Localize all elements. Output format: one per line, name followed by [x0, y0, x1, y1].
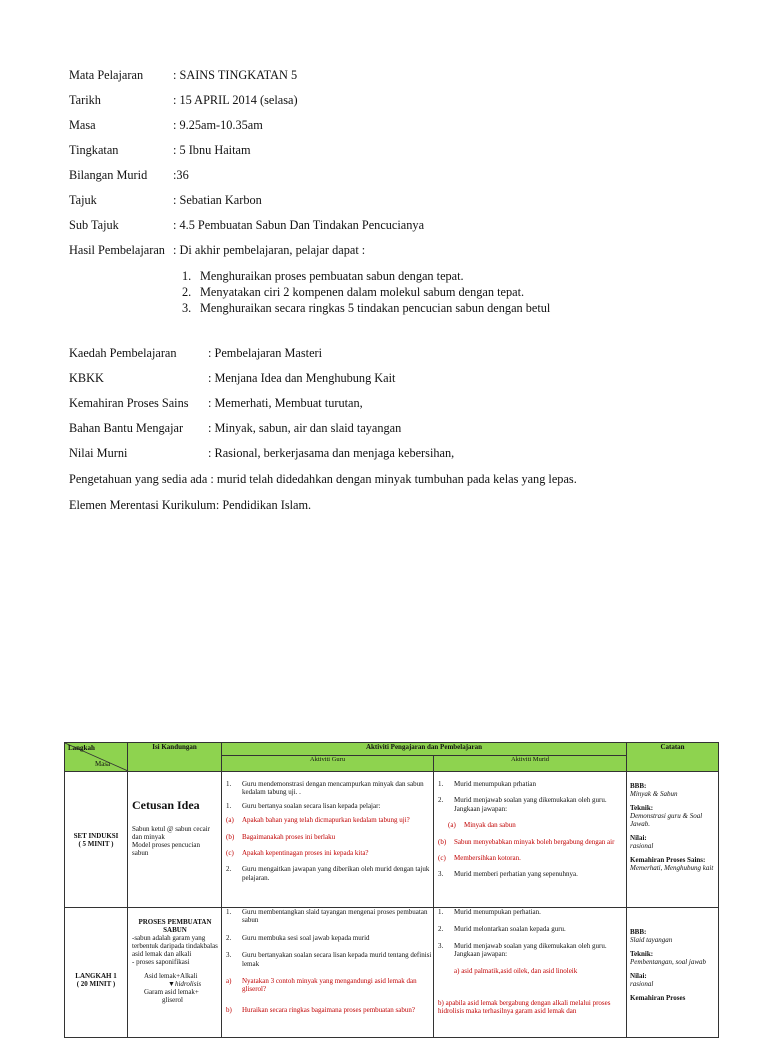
isi-cell — [128, 908, 222, 1038]
catatan-cell — [627, 772, 719, 908]
murid-step: Murid melontarkan soalan kepada guru. — [454, 925, 566, 934]
header-langkah: Langkah — [68, 744, 95, 752]
guru-cell: 1. Guru membentangkan slaid tayangan mengenai proses pembuatan sabun 2. Guru membuka sesi soal jawab kepada murid 3. Guru bertanyakan soalan secara lisan kepada murid tentang definisi lemak a) Nyatakan 3 contoh minyak yang mengandungi asid lemak dan gliserol? b) Huraikan secara ringkas bagaimana proses pembuatan sabun? — [222, 908, 434, 1038]
murid-answer: Sabun menyebabkan minyak boleh bergabung dengan air — [454, 837, 615, 846]
isi-title: PROSES PEMBUATAN SABUN — [138, 918, 212, 935]
arrow-down-icon: ▼ — [168, 980, 175, 989]
catatan-value: Slaid tayangan — [630, 936, 673, 945]
murid-answer: Minyak dan sabun — [464, 821, 516, 830]
lesson-info — [69, 68, 719, 268]
guru-question: Apakah kepentinagan proses ini kepada kita? — [242, 848, 369, 857]
header-aktiviti: Aktiviti Pengajaran dan Pembelajaran — [222, 743, 627, 756]
masa-label: ( 20 MINIT ) — [76, 980, 116, 988]
header-masa: Masa — [95, 760, 111, 768]
murid-step: Murid memberi perhatian yang sepenuhnya. — [454, 870, 578, 879]
murid-step: Murid menjawab soalan yang dikemukakan oleh guru. Jangkaan jawapan: — [454, 941, 607, 959]
langkah-label: SET INDUKSI — [73, 831, 119, 840]
guru-step: Guru bertanyakan soalan secara lisan kepada murid tentang definisi lemak — [242, 951, 432, 968]
objective-number: 3. — [182, 301, 192, 315]
langkah-cell — [65, 772, 128, 908]
murid-cell: 1. Murid menumpukan prhatian 2. Murid menjawab soalan yang dikemukakan oleh guru. Jangkaan jawapan: (a) Minyak dan sabun (b) Sabun menyebabkan minyak boleh bergabung dengan air (c) Membersihkan kotoran. 3. Murid memberi perhatian yang sepenuhnya. — [434, 772, 627, 908]
info-label: Masa — [69, 118, 96, 132]
info-value: : Memerhati, Membuat turutan, — [208, 396, 363, 410]
catatan-value: Minyak & Sabun — [630, 790, 678, 799]
info-value: :36 — [173, 168, 189, 182]
catatan-value: rasional — [630, 980, 654, 989]
prior-knowledge: Pengetahuan yang sedia ada : murid telah didedahkan dengan minyak tumbuhan pada kelas yang lepas. — [69, 472, 577, 486]
objective-item — [182, 268, 550, 284]
info-value: : Pembelajaran Masteri — [208, 346, 323, 360]
guru-step: Guru membentangkan slaid tayangan mengenai proses pembuatan sabun — [242, 908, 428, 925]
info-value: : Sebatian Karbon — [173, 193, 262, 207]
catatan-label: Teknik: — [630, 804, 654, 813]
murid-step: Murid menumpukan prhatian — [454, 780, 537, 788]
catatan-value: Pembentangan, soal jawab — [630, 958, 707, 967]
isi-text: Model proses pencucian sabun — [132, 841, 201, 857]
info-label: KBKK — [69, 371, 104, 385]
header-murid: Aktiviti Murid — [434, 756, 627, 772]
catatan-label: BBB: — [630, 928, 647, 936]
masa-label: ( 5 MINIT ) — [78, 839, 114, 848]
murid-step: Murid menumpukan perhatian. — [454, 908, 541, 916]
lesson-plan-table — [64, 742, 719, 1038]
info-value: : 9.25am-10.35am — [173, 118, 263, 132]
info-label: Sub Tajuk — [69, 218, 119, 232]
objective-text: Menyatakan ciri 2 kompenen dalam molekul sabum dengan tepat. — [200, 285, 525, 299]
objectives-list — [182, 268, 550, 316]
guru-question: Apakah bahan yang telah dicmapurkan kedalam tabung uji? — [242, 816, 410, 825]
header-langkah-masa — [65, 743, 128, 772]
info-value: : SAINS TINGKATAN 5 — [173, 68, 298, 82]
isi-text: - proses saponifikasi — [132, 958, 190, 967]
guru-cell: 1. Guru mendemonstrasi dengan mencampurkan minyak dan sabun kedalam tabung uji. . 1. Guru bertanya soalan secara lisan kepada pelajar: (a) Apakah bahan yang telah dicmapurkan kedalam tabung uji? (b) Bagaimanakah proses ini berlaku (c) Apakah kepentinagan proses ini kepada kita? 2. Guru mengaitkan jawapan yang diberikan oleh murid dengan tajuk pelajaran. — [222, 772, 434, 908]
catatan-value: Demonstrasi guru & Soal Jawab. — [630, 812, 703, 829]
objective-text: Menghuraikan secara ringkas 5 tindakan pencucian sabun dengan betul — [200, 301, 551, 315]
catatan-value: rasional — [630, 842, 654, 851]
info-value: : 15 APRIL 2014 (selasa) — [173, 93, 298, 107]
table-row — [65, 908, 719, 1038]
guru-step: Guru bertanya soalan secara lisan kepada pelajar: — [242, 801, 381, 810]
guru-step: Guru membuka sesi soal jawab kepada murid — [242, 933, 370, 942]
objective-text: Menghuraikan proses pembuatan sabun dengan tepat. — [200, 269, 464, 283]
guru-step: Guru mengaitkan jawapan yang diberikan oleh murid dengan tajuk pelajaran. — [242, 865, 430, 882]
guru-question: Huraikan secara ringkas bagaimana proses pembuatan sabun? — [242, 1005, 415, 1014]
info-label: Bahan Bantu Mengajar — [69, 421, 184, 435]
equation-reactants: Asid lemak+Alkali — [144, 972, 198, 981]
murid-answer: Membersihkan kotoran. — [454, 853, 521, 862]
info-value: : Menjana Idea dan Menghubung Kait — [208, 371, 396, 385]
info-label: Tarikh — [69, 93, 101, 107]
objective-number: 2. — [182, 285, 192, 299]
equation-condition: hidrolisis — [174, 980, 202, 989]
guru-question: Bagaimanakah proses ini berlaku — [242, 832, 336, 841]
lesson-info-2 — [69, 346, 719, 471]
equation-arrow — [132, 980, 218, 988]
isi-cell — [128, 772, 222, 908]
objective-item — [182, 284, 550, 300]
info-value: : Minyak, sabun, air dan slaid tayangan — [208, 421, 402, 435]
objective-number: 1. — [182, 269, 192, 283]
guru-step: Guru mendemonstrasi dengan mencampurkan minyak dan sabun kedalam tabung uji. . — [242, 780, 424, 797]
info-label: Tingkatan — [69, 143, 119, 157]
info-label: Mata Pelajaran — [69, 68, 144, 82]
info-label: Kaedah Pembelajaran — [69, 346, 177, 360]
catatan-label: BBB: — [630, 782, 647, 790]
murid-step: Murid menjawab soalan yang dikemukakan oleh guru. Jangkaan jawapan: — [454, 796, 607, 813]
murid-answer: a) asid palmatik,asid oilek, dan asid linoleik — [454, 966, 578, 975]
info-label: Bilangan Murid — [69, 168, 148, 182]
objective-item — [182, 300, 550, 316]
table-row — [65, 772, 719, 908]
equation-products: Garam asid lemak+ — [144, 988, 199, 997]
guru-question: Nyatakan 3 contoh minyak yang mengandungi asid lemak dan gliserol? — [242, 976, 417, 994]
catatan-value: Memerhati, Menghubung kait — [630, 864, 714, 873]
catatan-label: Nilai: — [630, 834, 647, 843]
isi-title: Cetusan Idea — [132, 798, 200, 812]
catatan-label: Kemahiran Proses — [630, 994, 686, 1003]
info-value: : 5 Ibnu Haitam — [173, 143, 251, 157]
langkah-label: LANGKAH 1 — [75, 972, 117, 980]
catatan-label: Kemahiran Proses Sains: — [630, 856, 706, 865]
murid-cell: 1. Murid menumpukan perhatian. 2. Murid melontarkan soalan kepada guru. 3. Murid menjawab soalan yang dikemukakan oleh guru. Jangkaan jawapan: a) asid palmatik,asid oilek, dan asid linoleik b) apabila asid lemak bergabung dengan alkali melalui proses hidrolisis maka terhasilnya garam asid lemak dan — [434, 908, 627, 1038]
info-value: : Di akhir pembelajaran, pelajar dapat : — [173, 243, 366, 257]
info-label: Kemahiran Proses Sains — [69, 396, 189, 410]
header-catatan: Catatan — [627, 743, 719, 772]
murid-answer: b) apabila asid lemak bergabung dengan alkali melalui proses hidrolisis maka terhasilnya garam asid lemak dan — [438, 998, 611, 1015]
info-label: Hasil Pembelajaran — [69, 243, 165, 257]
isi-text: Sabun ketul @ sabun cecair dan minyak — [132, 825, 210, 841]
catatan-label: Nilai: — [630, 972, 647, 981]
isi-text: -sabun adalah garam yang terbentuk daripada tindakbalas asid lemak dan alkali — [132, 934, 218, 959]
info-value: : 4.5 Pembuatan Sabun Dan Tindakan Pencucianya — [173, 218, 425, 232]
info-value: : Rasional, berkerjasama dan menjaga kebersihan, — [208, 446, 455, 460]
catatan-label: Teknik: — [630, 950, 654, 959]
langkah-cell — [65, 908, 128, 1038]
catatan-cell — [627, 908, 719, 1038]
info-label: Nilai Murni — [69, 446, 128, 460]
header-isi: Isi Kandungan — [128, 743, 222, 772]
info-label: Tajuk — [69, 193, 97, 207]
header-guru: Aktiviti Guru — [222, 756, 434, 772]
cross-curriculum: Elemen Merentasi Kurikulum: Pendidikan Islam. — [69, 498, 312, 512]
equation-products: gliserol — [162, 996, 183, 1005]
